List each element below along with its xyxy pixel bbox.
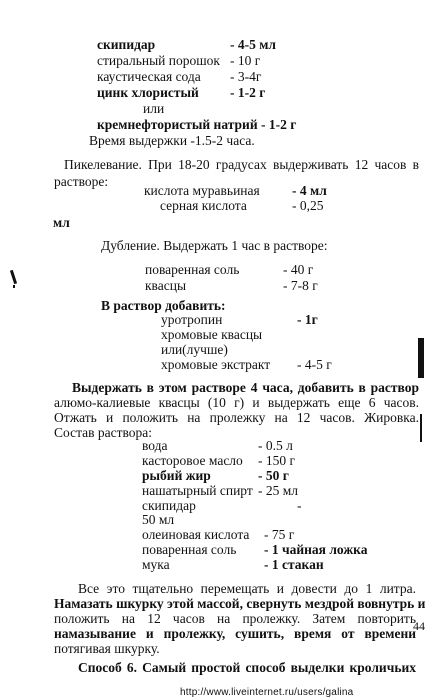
- para2-line: потягивая шкурку.: [54, 641, 160, 656]
- ingredient-name: стиральный порошок: [97, 53, 220, 68]
- solution-item-name: поваренная соль: [142, 542, 237, 557]
- pickling-line: растворе:: [54, 174, 109, 189]
- solution-item-name: скипидар: [142, 498, 196, 513]
- add-item-name: уротропин: [161, 312, 223, 327]
- add-title: В раствор добавить:: [101, 298, 226, 313]
- ml-fragment: мл: [53, 215, 70, 230]
- para2-line: намазывание и пролежку, сушить, время от времени: [54, 626, 416, 641]
- solution-item-name: вода: [142, 438, 168, 453]
- add-item-amount: - 4-5 г: [297, 357, 332, 372]
- page-number: 44: [413, 619, 425, 633]
- ingredient-name: скипидар: [97, 37, 156, 52]
- tanning-item-name: поваренная соль: [145, 262, 240, 277]
- para2-line: Все это тщательно перемещать и довести до 1 литра.: [78, 581, 416, 596]
- solution-item-amount: - 1 чайная ложка: [264, 542, 368, 557]
- fluoride-line: кремнефтористый натрий - 1-2 г: [97, 117, 297, 132]
- ingredient-amount: - 1-2 г: [230, 85, 266, 100]
- para1-line: Выдержать в этом растворе 4 часа, добавить в раствор: [72, 380, 419, 395]
- solution-item-amount: - 150 г: [258, 453, 296, 468]
- add-item-name: хромовые экстракт: [161, 357, 271, 372]
- ingredient-amount: - 10 г: [230, 53, 261, 68]
- hold-time: Время выдержки -1.5-2 часа.: [89, 133, 255, 148]
- solution-item-name: рыбий жир: [142, 468, 211, 483]
- footer-url: http://www.liveinternet.ru/users/galina: [180, 687, 354, 698]
- add-item-name: или(лучше): [161, 342, 228, 357]
- tanning-title: Дубление. Выдержать 1 час в растворе:: [101, 238, 328, 253]
- last-line: Способ 6. Самый простой способ выделки кроличьих: [78, 660, 416, 675]
- tanning-item-name: квасцы: [145, 278, 187, 293]
- tanning-item-amount: - 40 г: [283, 262, 314, 277]
- solution-item-amount: - 1 стакан: [264, 557, 324, 572]
- solution-item-amount: - 25 мл: [258, 483, 299, 498]
- scan-mark: [420, 414, 422, 442]
- scan-mark: [13, 285, 15, 288]
- solution-item-name: мука: [142, 557, 170, 572]
- para1-line: алюмо-калиевые квасцы (10 г) и выдержать еще 6 часов.: [54, 395, 419, 410]
- acid-name: кислота муравьиная: [144, 183, 260, 198]
- para1-line: Отжать и положить на пролежку на 12 часов. Жировка.: [54, 410, 419, 425]
- ingredient-amount: - 3-4г: [230, 69, 262, 84]
- solution-item-name: олеиновая кислота: [142, 527, 250, 542]
- or-text: или: [143, 101, 165, 116]
- scan-mark: [10, 270, 17, 284]
- scan-mark: [418, 338, 424, 378]
- acid-amount: - 4 мл: [292, 183, 327, 198]
- tanning-item-amount: - 7-8 г: [283, 278, 318, 293]
- solution-item-amount: - 0.5 л: [258, 438, 293, 453]
- solution-item-amount: -: [297, 498, 302, 513]
- acid-name: серная кислота: [160, 198, 247, 213]
- solution-item-name: 50 мл: [142, 512, 175, 527]
- pickling-line: Пикелевание. При 18-20 градусах выдерживать 12 часов в: [64, 157, 419, 172]
- ingredient-amount: - 4-5 мл: [230, 37, 277, 52]
- add-item-amount: - 1г: [297, 312, 318, 327]
- solution-item-name: касторовое масло: [142, 453, 243, 468]
- solution-item-amount: - 75 г: [264, 527, 295, 542]
- acid-amount: - 0,25: [292, 198, 324, 213]
- para2-line: положить на 12 часов на пролежку. Затем повторить: [54, 611, 416, 626]
- ingredient-name: каустическая сода: [97, 69, 201, 84]
- solution-item-amount: - 50 г: [258, 468, 289, 483]
- para1-line: Состав раствора:: [54, 425, 153, 440]
- add-item-name: хромовые квасцы: [161, 327, 263, 342]
- ingredient-name: цинк хлористый: [97, 85, 199, 100]
- para2-line: Намазать шкурку этой массой, свернуть мездрой вовнутрь и: [54, 596, 426, 611]
- solution-item-name: нашатырный спирт: [142, 483, 253, 498]
